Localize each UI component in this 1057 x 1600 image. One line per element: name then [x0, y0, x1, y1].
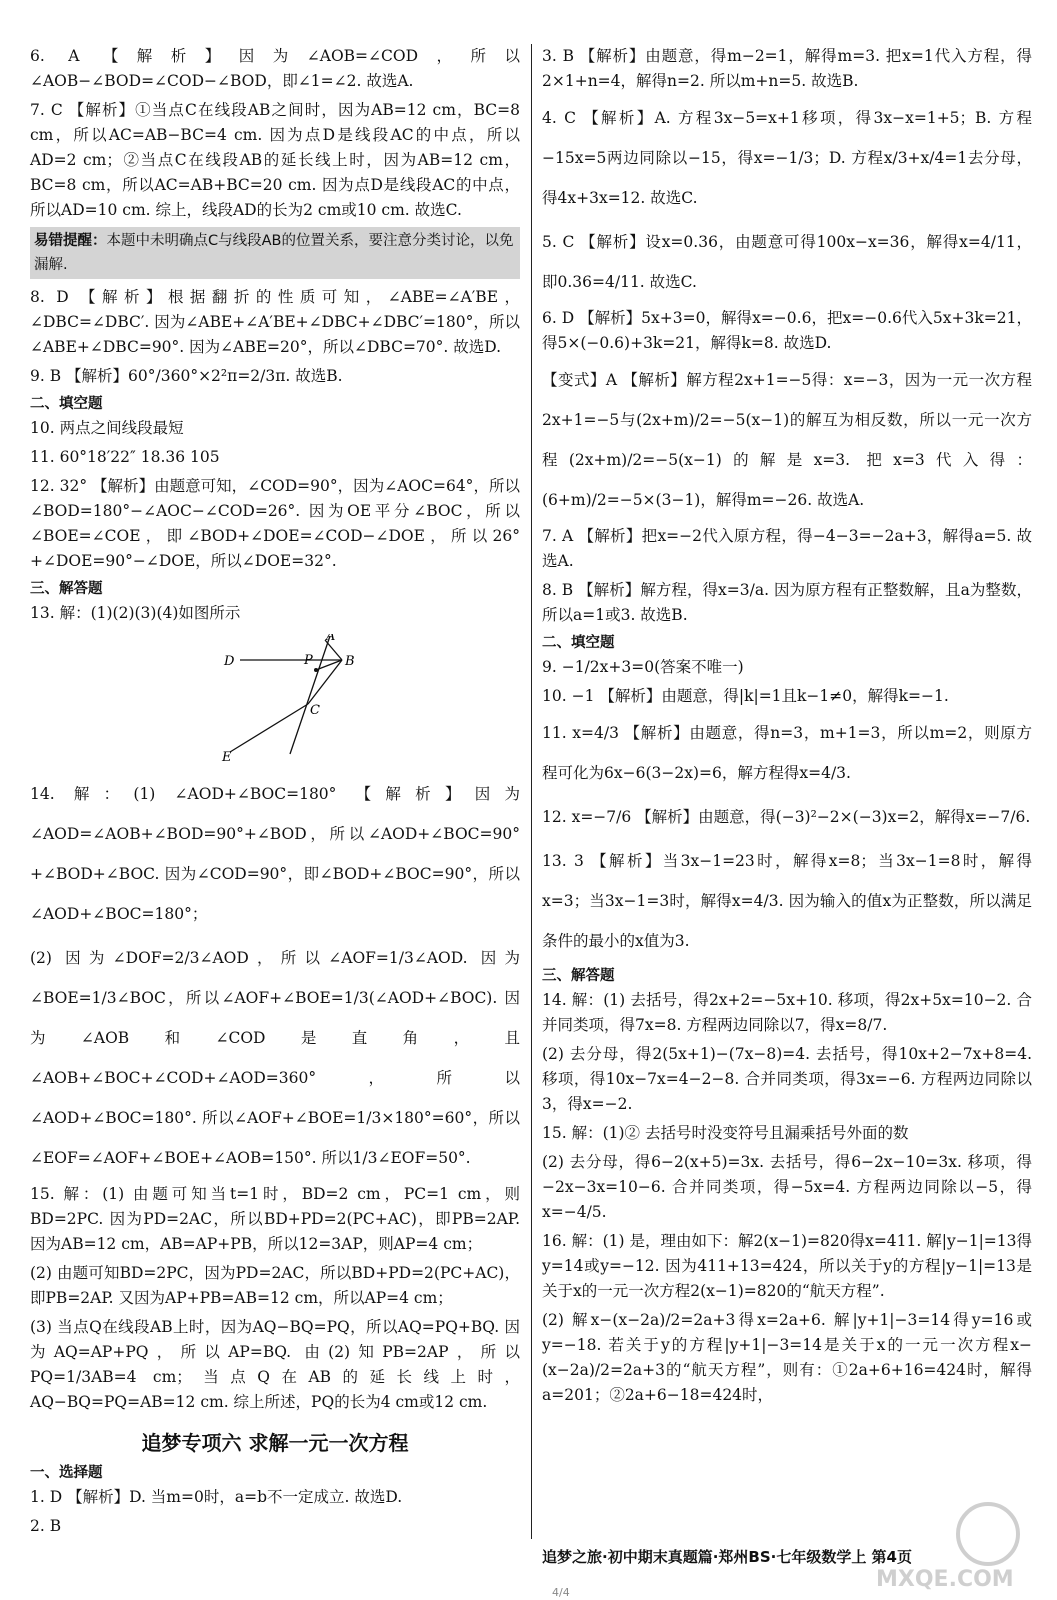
answer-s3: 3. B 【解析】由题意，得m−2=1，解得m=3. 把x=1代入方程，得2×1+n=4，解得n=2. 所以m+n=5. 故选B.	[542, 47, 1032, 90]
column-divider	[531, 44, 532, 1539]
answer-s15-part1: 15. 解：(1)② 去括号时没变符号且漏乘括号外面的数	[542, 1124, 909, 1142]
answer-s11: 11. x=4/3 【解析】由题意，得n=3，m+1=3，所以m=2，则原方程可化为6x−6(3−2x)=6，解方程得x=4/3.	[542, 724, 1032, 782]
section-fill-blank: 二、填空题	[30, 396, 103, 412]
label-c: C	[310, 703, 320, 718]
answer-q11: 11. 60°18′22″ 18.36 105	[30, 448, 220, 466]
label-a: A	[326, 634, 336, 644]
left-column	[30, 44, 520, 1543]
error-tip-text: 本题中未明确点C与线段AB的位置关系，要注意分类讨论，以免漏解.	[34, 233, 514, 273]
answer-s16-part1: 16. 解：(1) 是，理由如下：解2(x−1)=820得x=411. 解|y−1|=13得y=14或y=−12. 因为411+13=424，所以关于y的方程|y−1|=13是关于x的一元一次方程2(x−1)=820的“航天方程”.	[542, 1232, 1033, 1300]
answer-q14-part1: 14. 解：(1) ∠AOD+∠BOC=180° 【解析】因为∠AOD=∠AOB+∠BOD=90°+∠BOD，所以∠AOD+∠BOC=90°+∠BOD+∠BOC. 因为∠COD=90°，即∠BOD+∠BOC=90°，所以∠AOD+∠BOC=180°；	[30, 785, 520, 923]
right-column	[542, 44, 1032, 1412]
answer-s5: 5. C 【解析】设x=0.36，由题意可得100x−x=36，解得x=4/11，即0.36=4/11. 故选C.	[542, 233, 1032, 291]
label-b: B	[345, 654, 355, 669]
point-p	[314, 668, 318, 672]
section-solve: 三、解答题	[30, 581, 103, 597]
page-mark: 4/4	[552, 1586, 570, 1599]
answer-s4: 4. C 【解析】A. 方程3x−5=x+1移项，得3x−x=1+5；B. 方程−15x=5两边同除以−15，得x=−1/3；D. 方程x/3+x/4=1去分母，得4x+3x=12. 故选C.	[542, 109, 1032, 207]
answer-q15-part1: 15. 解：(1) 由题可知当t=1时，BD=2 cm，PC=1 cm，则BD=2PC. 因为PD=2AC，所以BD+PD=2(PC+AC)，即PB=2AP. 因为AB=12 cm，AB=AP+PB，所以12=3AP，则AP=4 cm；	[30, 1185, 520, 1253]
answer-s9: 9. −1/2x+3=0(答案不唯一)	[542, 658, 744, 676]
answer-s2: 2. B	[30, 1517, 62, 1535]
label-d: D	[224, 654, 235, 669]
answer-s16-part2: (2) 解x−(x−2a)/2=2a+3得x=2a+6. 解|y+1|−3=14得y=16或y=−18. 若关于y的方程|y+1|−3=14是关于x的一元一次方程x−(x−2a)/2=2a+3的“航天方程”，则有：①2a+6+16=424时，解得a=201；②2a+6−18=424时，	[542, 1311, 1032, 1404]
answer-s10: 10. −1 【解析】由题意，得|k|=1且k−1≠0，解得k=−1.	[542, 687, 949, 705]
answer-s14-part1: 14. 解：(1) 去括号，得2x+2=−5x+10. 移项，得2x+5x=10−2. 合并同类项，得7x=8. 方程两边同除以7，得x=8/7.	[542, 991, 1032, 1034]
section-choice: 一、选择题	[30, 1465, 103, 1481]
answer-s12: 12. x=−7/6 【解析】由题意，得(−3)²−2×(−3)x=2，解得x=−7/6.	[542, 808, 1031, 826]
special-topic-title: 追梦专项六 求解一元一次方程	[141, 1431, 409, 1455]
answer-q9: 9. B 【解析】60°/360°×2²π=2/3π. 故选B.	[30, 367, 343, 385]
page-footer: 追梦之旅·初中期末真题篇·郑州BS·七年级数学上 第4页	[542, 1548, 912, 1566]
answer-q10: 10. 两点之间线段最短	[30, 419, 184, 437]
answer-q7: 7. C 【解析】①当点C在线段AB之间时，因为AB=12 cm，BC=8 cm，所以AC=AB−BC=4 cm. 因为点D是线段AC的中点，所以AD=2 cm；②当点C在线段AB的延长线上时，因为AB=12 cm，BC=8 cm，所以AC=AB+BC=20 cm. 因为点D是线段AC的中点，所以AD=10 cm. 综上，线段AD的长为2 cm或10 cm. 故选C.	[30, 101, 520, 219]
answer-q14-part2: (2) 因为∠DOF=2/3∠AOD，所以∠AOF=1/3∠AOD. 因为∠BOE=1/3∠BOC，所以∠AOF+∠BOE=1/3(∠AOD+∠BOC). 因为∠AOB和∠COD是直角，且∠AOB+∠BOC+∠COD+∠AOD=360°，所以∠AOD+∠BOC=180°. 所以∠AOF+∠BOE=1/3×180°=60°，所以∠EOF=∠AOF+∠BOE+∠AOB=150°. 所以1/3∠EOF=50°.	[30, 949, 520, 1167]
watermark-text: MXQE.COM	[876, 1567, 1014, 1592]
answer-q6: 6. A 【解析】因为∠AOB=∠COD，所以∠AOB−∠BOD=∠COD−∠BOD，即∠1=∠2. 故选A.	[30, 47, 520, 90]
answer-s6: 6. D 【解析】5x+3=0，解得x=−0.6，把x=−0.6代入5x+3k=21，得5×(−0.6)+3k=21，解得k=8. 故选D.	[542, 309, 1032, 352]
watermark-logo	[868, 1494, 1033, 1594]
error-tip-box	[30, 227, 520, 279]
answer-q12: 12. 32° 【解析】由题意可知，∠COD=90°，因为∠AOC=64°，所以∠BOD=180°−∠AOC−∠COD=26°. 因为OE平分∠BOC，所以∠BOE=∠COE，即∠BOD+∠DOE=∠COD−∠DOE，所以26°+∠DOE=90°−∠DOE，所以∠DOE=32°.	[30, 477, 520, 570]
answer-s8: 8. B 【解析】解方程，得x=3/a. 因为原方程有正整数解，且a为整数，所以a=1或3. 故选B.	[542, 581, 1032, 624]
section-fill-blank-2: 二、填空题	[542, 635, 615, 651]
answer-s14-part2: (2) 去分母，得2(5x+1)−(7x−8)=4. 去括号，得10x+2−7x+8=4. 移项，得10x−7x=4−2−8. 合并同类项，得3x=−6. 方程两边同除以3，得x=−2.	[542, 1045, 1032, 1113]
answer-s13: 13. 3 【解析】当3x−1=23时，解得x=8；当3x−1=8时，解得x=3；当3x−1=3时，解得x=4/3. 因为输入的值x为正整数，所以满足条件的最小的x值为3.	[542, 852, 1032, 950]
answer-q15-part3: (3) 当点Q在线段AB上时，因为AQ−BQ=PQ，所以AQ=PQ+BQ. 因为AQ=AP+PQ，所以AP=BQ. 由(2)知PB=2AP，所以PQ=1/3AB=4 cm；当点Q在AB的延长线上时，AQ−BQ=PQ=AB=12 cm. 综上所述，PQ的长为4 cm或12 cm.	[30, 1318, 520, 1411]
label-p: P	[304, 653, 313, 668]
section-solve-2: 三、解答题	[542, 968, 615, 984]
label-e: E	[222, 750, 232, 764]
answer-q15-part2: (2) 由题可知BD=2PC，因为PD=2AC，所以BD+PD=2(PC+AC)，即PB=2AP. 又因为AP+PB=AB=12 cm，所以AP=4 cm；	[30, 1264, 520, 1307]
answer-s6-variant: 【变式】A 【解析】解方程2x+1=−5得：x=−3，因为一元一次方程2x+1=−5与(2x+m)/2=−5(x−1)的解互为相反数，所以一元一次方程(2x+m)/2=−5(x−1)的解是x=3. 把x=3代入得：(6+m)/2=−5×(3−1)，解得m=−26. 故选A.	[542, 371, 1032, 509]
answer-q8: 8. D 【解析】根据翻折的性质可知，∠ABE=∠A′BE，∠DBC=∠DBC′. 因为∠ABE+∠A′BE+∠DBC+∠DBC′=180°，所以∠ABE+∠DBC=90°. 因为∠ABE=20°，所以∠DBC=70°. 故选D.	[30, 288, 520, 356]
geometry-figure	[220, 634, 360, 764]
answer-s1: 1. D 【解析】D. 当m=0时，a=b不一定成立. 故选D.	[30, 1488, 403, 1506]
watermark-circle-icon	[958, 1504, 1018, 1564]
error-tip-label: 易错提醒：	[34, 233, 107, 249]
answer-q13: 13. 解：(1)(2)(3)(4)如图所示	[30, 604, 241, 622]
answer-s7: 7. A 【解析】把x=−2代入原方程，得−4−3=−2a+3，解得a=5. 故选A.	[542, 527, 1032, 570]
answer-s15-part2: (2) 去分母，得6−2(x+5)=3x. 去括号，得6−2x−10=3x. 移项，得−2x−3x=10−6. 合并同类项，得−5x=4. 方程两边同除以−5，得x=−4/5.	[542, 1153, 1032, 1221]
ray-ce	[230, 704, 308, 752]
